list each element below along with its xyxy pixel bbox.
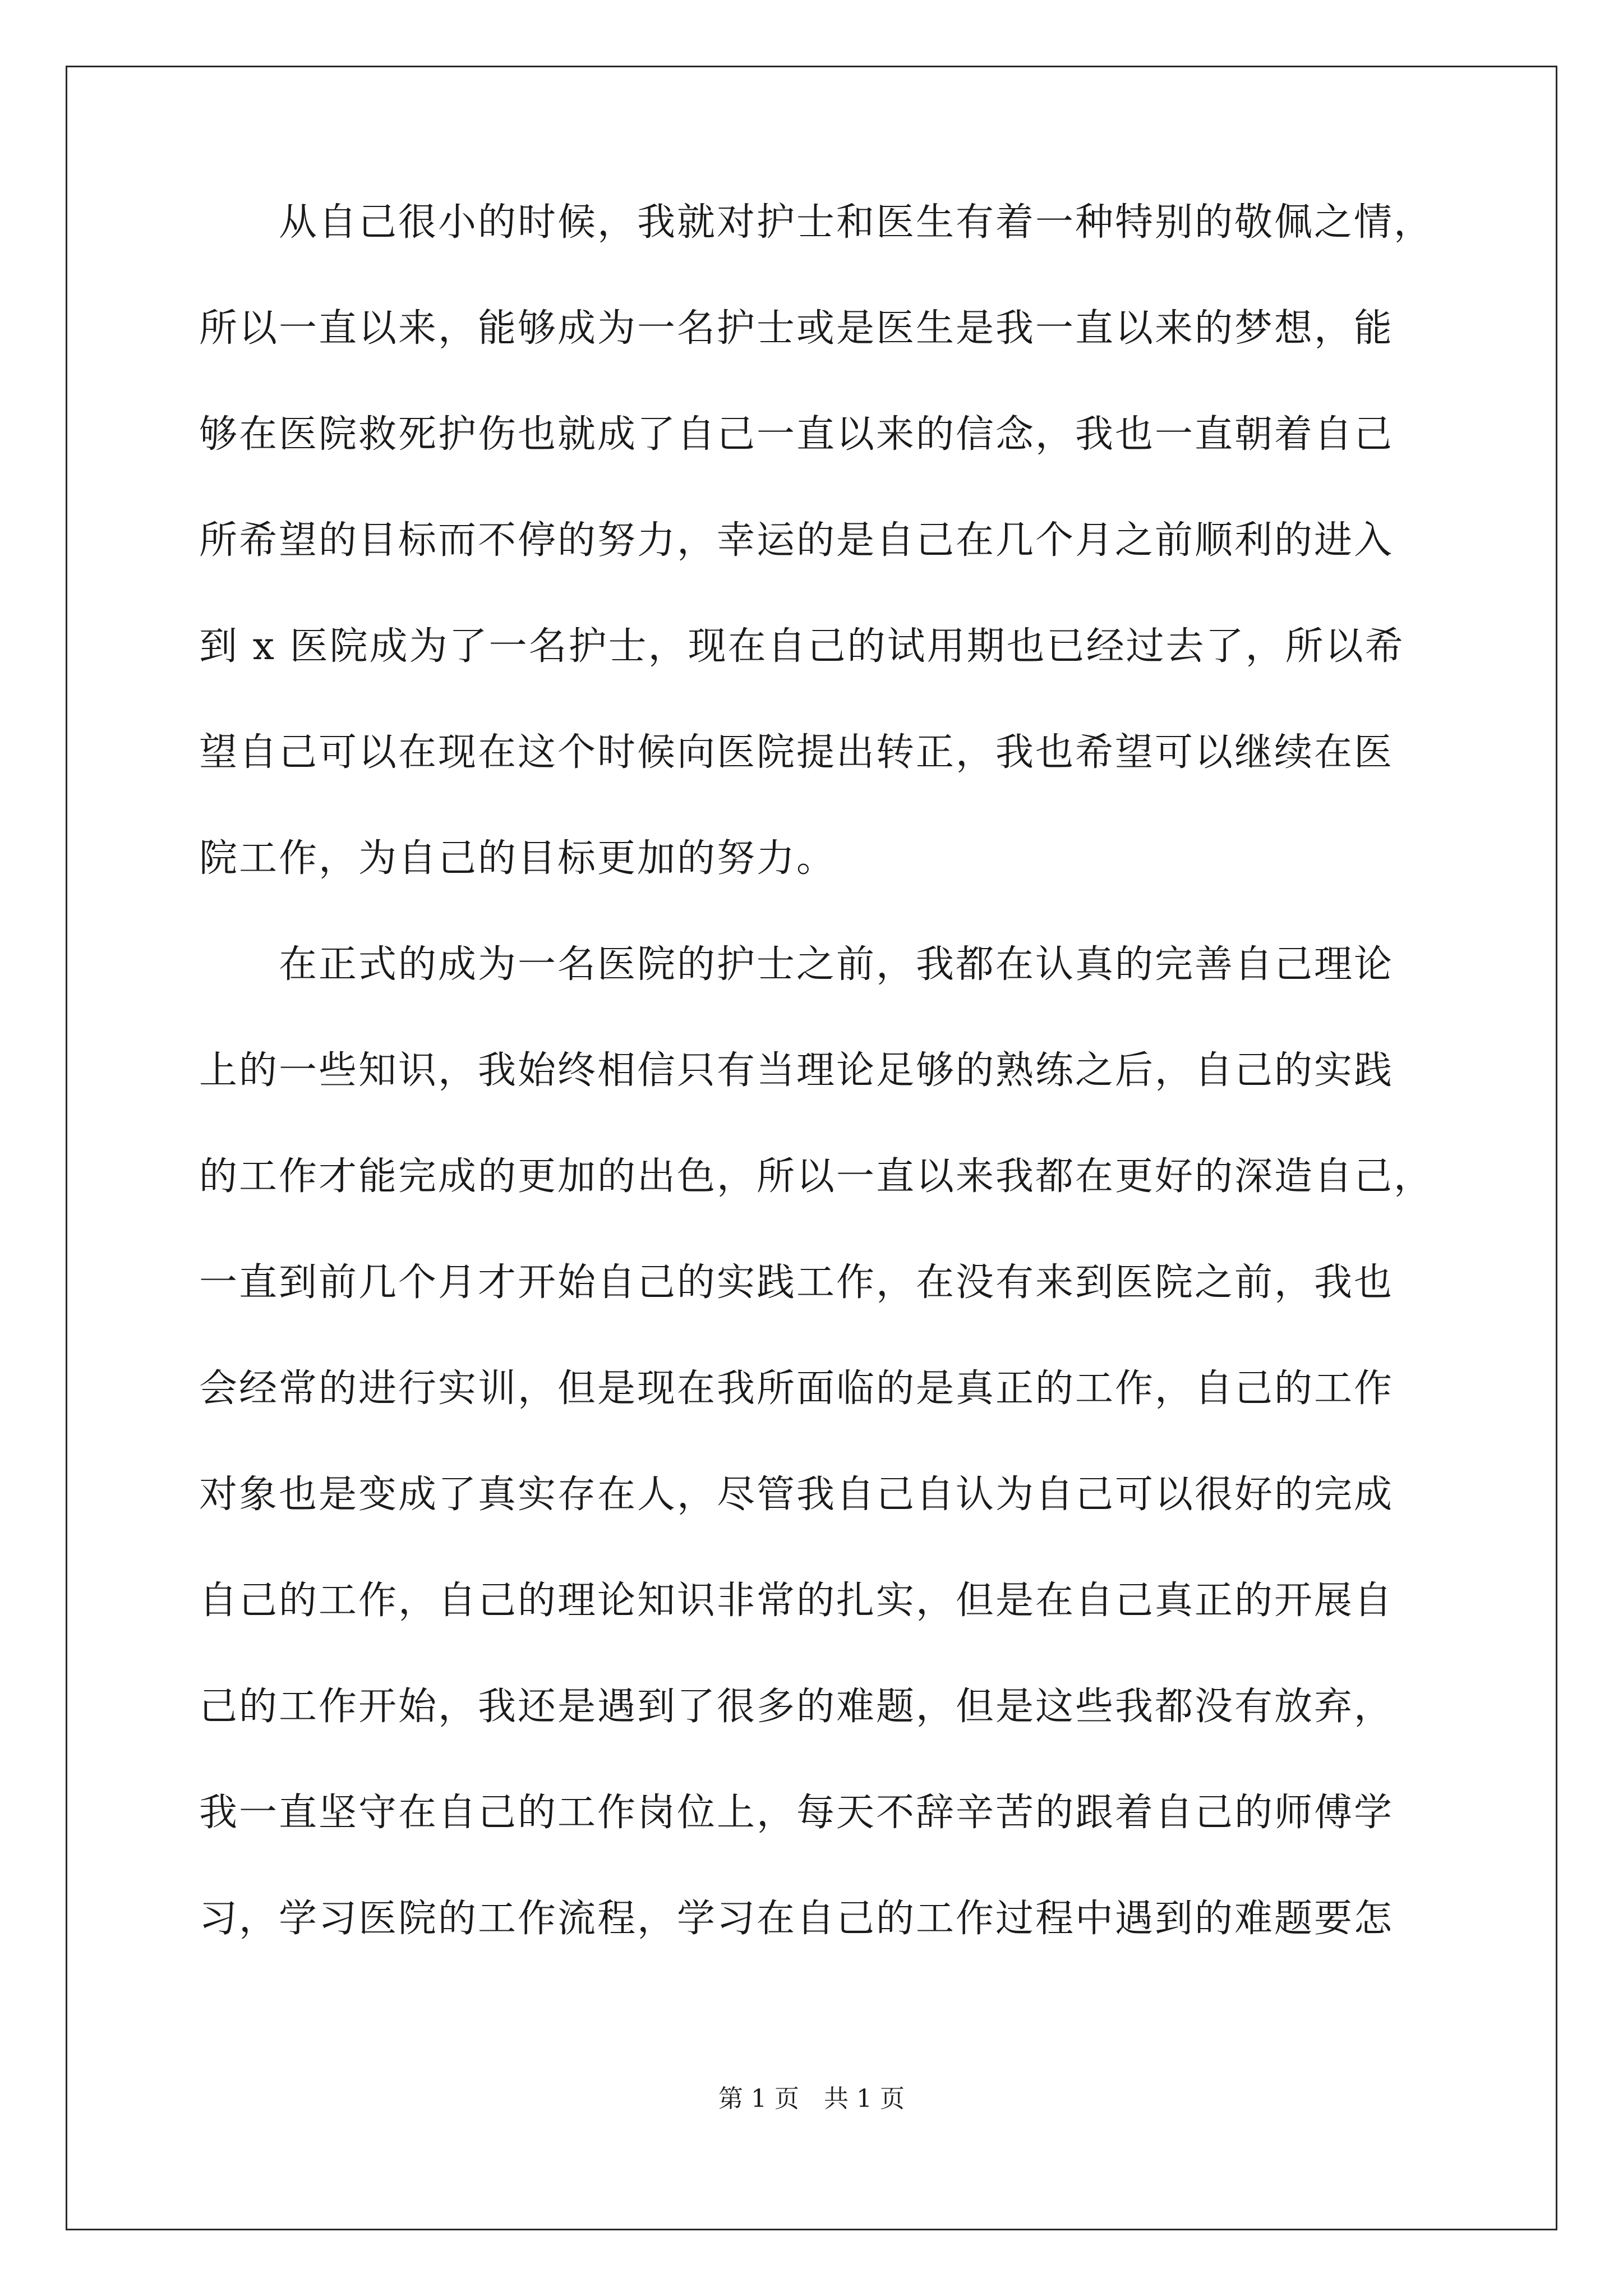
paragraph-1-line-7: 院工作，为自己的目标更加的努力。 bbox=[199, 836, 837, 881]
paragraph-2-line-1: 在正式的成为一名医院的护士之前，我都在认真的完善自己理论 bbox=[199, 942, 1394, 987]
paragraph-2-line-4: 一直到前几个月才开始自己的实践工作，在没有来到医院之前，我也 bbox=[199, 1260, 1394, 1305]
paragraph-2-line-5: 会经常的进行实训，但是现在我所面临的是真正的工作，自己的工作 bbox=[199, 1366, 1394, 1411]
page-footer: 第 1 页 共 1 页 bbox=[718, 2085, 905, 2113]
paragraph-2-line-6: 对象也是变成了真实存在人，尽管我自己自认为自己可以很好的完成 bbox=[199, 1473, 1394, 1517]
paragraph-1-line-2: 所以一直以来，能够成为一名护士或是医生是我一直以来的梦想，能 bbox=[199, 306, 1394, 351]
paragraph-2-line-9: 我一直坚守在自己的工作岗位上，每天不辞辛苦的跟着自己的师傅学 bbox=[199, 1791, 1394, 1835]
paragraph-1-line-5: 到 x 医院成为了一名护士，现在自己的试用期也已经过去了，所以希 bbox=[199, 624, 1405, 669]
paragraph-1-line-1: 从自己很小的时候，我就对护士和医生有着一种特别的敬佩之情， bbox=[199, 200, 1434, 245]
paragraph-1-line-3: 够在医院救死护伤也就成了自己一直以来的信念，我也一直朝着自己 bbox=[199, 412, 1394, 457]
paragraph-1-line-4: 所希望的目标而不停的努力，幸运的是自己在几个月之前顺利的进入 bbox=[199, 518, 1394, 563]
paragraph-2-line-7: 自己的工作，自己的理论知识非常的扎实，但是在自己真正的开展自 bbox=[199, 1579, 1394, 1623]
paragraph-2-line-8: 己的工作开始，我还是遇到了很多的难题，但是这些我都没有放弃， bbox=[199, 1685, 1394, 1729]
paragraph-2-line-10: 习，学习医院的工作流程，学习在自己的工作过程中遇到的难题要怎 bbox=[199, 1897, 1394, 1941]
paragraph-2-line-3: 的工作才能完成的更加的出色，所以一直以来我都在更好的深造自己， bbox=[199, 1154, 1434, 1199]
paragraph-2-line-2: 上的一些知识，我始终相信只有当理论足够的熟练之后，自己的实践 bbox=[199, 1048, 1394, 1093]
paragraph-1-line-6: 望自己可以在现在这个时候向医院提出转正，我也希望可以继续在医 bbox=[199, 730, 1394, 775]
